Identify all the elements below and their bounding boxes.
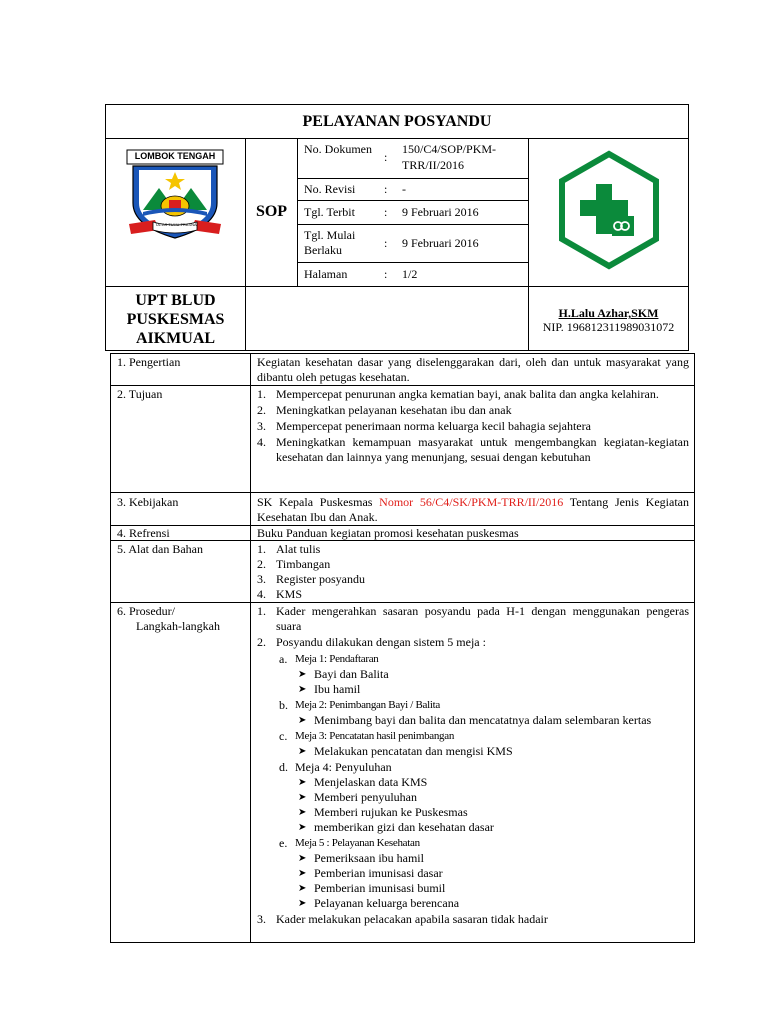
puskesmas-logo-icon: [556, 150, 662, 273]
lombok-tengah-logo-icon: [125, 148, 225, 246]
list-item: 1. Mempercepat penurunan angka kematian bayi, anak balita dan angka kelahiran.: [257, 387, 659, 401]
document-title: PELAYANAN POSYANDU: [302, 113, 492, 130]
list-item: ➤ Bayi dan Balita: [298, 667, 389, 681]
list-item: ➤ Memberi penyuluhan: [298, 790, 417, 804]
tgl-mulai-label: Tgl. Mulai Berlaku: [304, 228, 356, 257]
list-item: 3. Mempercepat penerimaan norma keluarga kecil bahagia sejahtera: [257, 419, 591, 433]
prosedur-content: [257, 604, 689, 927]
pengertian-text: Kegiatan kesehatan dasar yang diselenggarakan dari, oleh dan untuk masyarakat yang dibantu oleh petugas kesehatan.: [257, 355, 689, 384]
sop-label: SOP: [255, 203, 288, 220]
alat-list: [257, 542, 365, 602]
list-item: ➤ Menimbang bayi dan balita dan mencatatnya dalam selembaran kertas: [298, 713, 652, 727]
arrow-bullet-icon: ➤: [298, 822, 307, 833]
colon: :: [384, 182, 388, 196]
colon: :: [384, 267, 388, 281]
no-dokumen-label: No. Dokumen: [304, 142, 372, 156]
list-item: ➤ Melakukan pencatatan dan mengisi KMS: [298, 744, 513, 758]
colon: :: [384, 205, 388, 219]
arrow-bullet-icon: ➤: [298, 853, 307, 864]
tujuan-list: [257, 387, 689, 465]
org-line-2: PUSKESMAS: [126, 311, 225, 328]
org-line-3: AIKMUAL: [135, 330, 216, 347]
signer-nip: NIP. 196812311989031072: [542, 320, 675, 334]
no-dokumen-value: 150/C4/SOP/PKM-TRR/II/2016: [402, 142, 497, 172]
arrow-bullet-icon: ➤: [298, 669, 307, 680]
arrow-bullet-icon: ➤: [298, 684, 307, 695]
meja-item: e. Meja 5 : Pelayanan Kesehatan: [279, 836, 420, 850]
list-item: 3. Register posyandu: [257, 572, 365, 586]
section-label-tujuan: 2. Tujuan: [117, 387, 163, 401]
meja-item: c. Meja 3: Pencatatan hasil penimbangan: [279, 729, 455, 743]
list-item: 1. Kader mengerahkan sasaran posyandu pada H-1 dengan menggunakan pengeras suara: [257, 604, 689, 633]
list-item: ➤ Pemberian imunisasi bumil: [298, 881, 446, 895]
arrow-bullet-icon: ➤: [298, 883, 307, 894]
list-item: ➤ memberikan gizi dan kesehatan dasar: [298, 820, 494, 834]
list-item: 1. Alat tulis: [257, 542, 321, 556]
list-item: ➤ Ibu hamil: [298, 682, 361, 696]
list-item: ➤ Pelayanan keluarga berencana: [298, 896, 460, 910]
list-item: 2. Timbangan: [257, 557, 331, 571]
halaman-value: 1/2: [402, 267, 418, 281]
section-label-refrensi: 4. Refrensi: [117, 526, 170, 540]
section-label-kebijakan: 3. Kebijakan: [117, 495, 179, 509]
list-item: ➤ Pemeriksaan ibu hamil: [298, 851, 424, 865]
list-item: ➤ Menjelaskan data KMS: [298, 775, 428, 789]
tgl-terbit-value: 9 Februari 2016: [402, 205, 479, 219]
meja-item: a. Meja 1: Pendaftaran: [279, 652, 379, 666]
list-item: ➤ Pemberian imunisasi dasar: [298, 866, 443, 880]
no-revisi-value: -: [402, 182, 406, 196]
colon: :: [384, 150, 388, 164]
list-item: 3. Kader melakukan pelacakan apabila sasaran tidak hadair: [257, 912, 548, 926]
logo-ribbon-text: TATAS TUHU TRASNA: [155, 222, 197, 227]
logo-top-text: LOMBOK TENGAH: [134, 151, 216, 161]
arrow-bullet-icon: ➤: [298, 898, 307, 909]
arrow-bullet-icon: ➤: [298, 777, 307, 788]
refrensi-text: Buku Panduan kegiatan promosi kesehatan puskesmas: [257, 526, 519, 540]
arrow-bullet-icon: ➤: [298, 807, 307, 818]
section-label-pengertian: 1. Pengertian: [117, 355, 181, 369]
tgl-terbit-label: Tgl. Terbit: [304, 205, 355, 219]
list-item: 2. Meningkatkan pelayanan kesehatan ibu dan anak: [257, 403, 512, 417]
list-item: 4. KMS: [257, 587, 303, 601]
no-revisi-label: No. Revisi: [304, 182, 356, 196]
section-label-prosedur: 6. Prosedur/ Langkah-langkah: [117, 604, 220, 633]
arrow-bullet-icon: ➤: [298, 715, 307, 726]
section-label-alat: 5. Alat dan Bahan: [117, 542, 203, 556]
halaman-label: Halaman: [304, 267, 348, 281]
arrow-bullet-icon: ➤: [298, 792, 307, 803]
list-item: 2. Posyandu dilakukan dengan sistem 5 meja :: [257, 635, 486, 649]
arrow-bullet-icon: ➤: [298, 746, 307, 757]
arrow-bullet-icon: ➤: [298, 868, 307, 879]
sk-number: Nomor 56/C4/SK/PKM-TRR/II/2016: [379, 495, 564, 509]
signer-name: H.Lalu Azhar,SKM: [558, 306, 659, 320]
list-item: ➤ Memberi rujukan ke Puskesmas: [298, 805, 468, 819]
tgl-mulai-value: 9 Februari 2016: [402, 236, 479, 250]
kebijakan-text: SK Kepala Puskesmas Nomor 56/C4/SK/PKM-TRR/II/2016 Tentang Jenis Kegiatan Kesehatan Ibu dan Anak.: [257, 495, 689, 524]
meja-item: d. Meja 4: Penyuluhan: [279, 760, 392, 774]
colon: :: [384, 236, 388, 250]
org-line-1: UPT BLUD: [135, 292, 216, 309]
meja-item: b. Meja 2: Penimbangan Bayi / Balita: [279, 698, 440, 712]
list-item: 4. Meningkatkan kemampuan masyarakat untuk mengembangkan kegiatan-kegiatan kesehatan dan lainnya yang menunjang, sesuai dengan kebutuhan: [257, 435, 689, 464]
org-name: [106, 291, 245, 348]
